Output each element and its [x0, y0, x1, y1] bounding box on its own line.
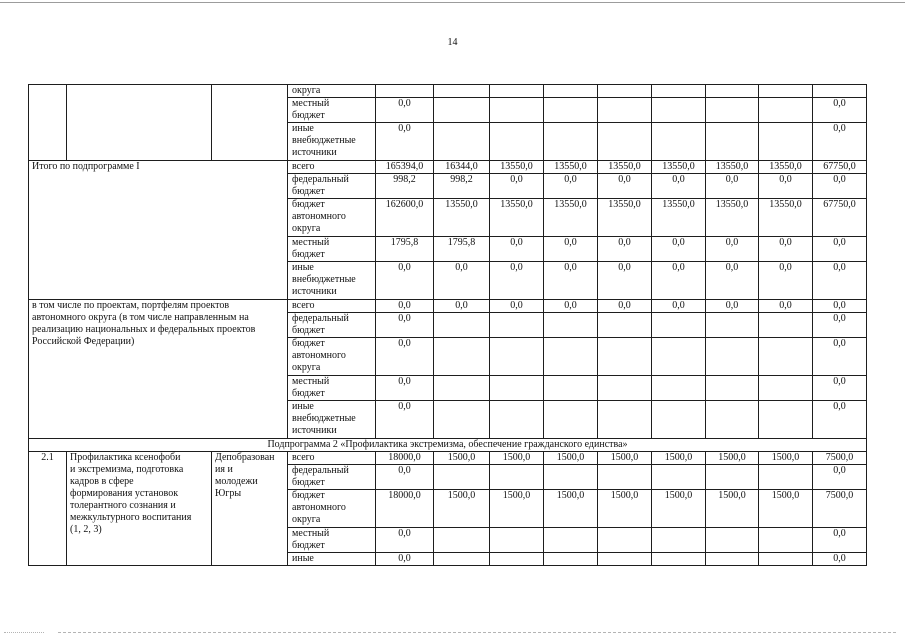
value-cell: 0,0 [544, 300, 598, 313]
value-cell: 1500,0 [598, 452, 652, 465]
value-cell: 0,0 [813, 237, 867, 262]
funding-source [288, 85, 376, 98]
item-name [67, 452, 212, 566]
funding-source [288, 161, 376, 174]
item-number [29, 452, 67, 566]
text-line: округа [292, 362, 321, 373]
value-cell: 0,0 [813, 465, 867, 490]
value-cell: 13550,0 [490, 161, 544, 174]
responsible-executor [212, 452, 288, 566]
value-cell: 0,0 [376, 338, 434, 376]
value-cell: 0,0 [759, 174, 813, 199]
text-line: и экстремизма, подготовка [70, 464, 184, 475]
value-cell [759, 376, 813, 401]
value-cell: 1500,0 [598, 490, 652, 528]
text-line: автономного [292, 502, 346, 513]
value-cell: 0,0 [490, 262, 544, 300]
value-cell: 0,0 [434, 300, 490, 313]
funding-source [288, 199, 376, 237]
value-cell: 13550,0 [706, 199, 759, 237]
value-cell [544, 553, 598, 566]
scan-edge-bottom [58, 632, 896, 633]
funding-source [288, 528, 376, 553]
value-cell [434, 85, 490, 98]
value-cell [544, 528, 598, 553]
value-cell [706, 98, 759, 123]
value-cell [434, 313, 490, 338]
value-cell [490, 313, 544, 338]
page-number: 14 [447, 37, 458, 48]
budget-table-body [29, 85, 867, 566]
value-cell: 13550,0 [759, 161, 813, 174]
funding-source [288, 262, 376, 300]
value-cell: 1500,0 [652, 452, 706, 465]
value-cell: 0,0 [813, 338, 867, 376]
table-row [29, 161, 867, 174]
subprogram-header-row [29, 439, 867, 452]
text-line: бюджет [292, 338, 325, 349]
value-cell: 0,0 [652, 300, 706, 313]
value-cell: 1500,0 [434, 490, 490, 528]
funding-source [288, 338, 376, 376]
value-cell [706, 338, 759, 376]
value-cell: 13550,0 [544, 161, 598, 174]
text-line: в том числе по проектам, портфелям проектов [32, 300, 230, 311]
subprogram-header: Подпрограмма 2 «Профилактика экстремизма, обеспечение гражданского единства» [29, 439, 867, 452]
value-cell [759, 313, 813, 338]
value-cell: 67750,0 [813, 161, 867, 174]
value-cell: 0,0 [759, 237, 813, 262]
value-cell [598, 123, 652, 161]
value-cell: 0,0 [376, 98, 434, 123]
value-cell [598, 553, 652, 566]
value-cell [759, 465, 813, 490]
value-cell: 1500,0 [706, 490, 759, 528]
value-cell: 0,0 [813, 376, 867, 401]
text-line: иные [292, 553, 314, 564]
text-line: округа [292, 514, 321, 525]
value-cell: 0,0 [490, 174, 544, 199]
funding-source [288, 300, 376, 313]
value-cell [759, 123, 813, 161]
value-cell: 1500,0 [652, 490, 706, 528]
value-cell: 16344,0 [434, 161, 490, 174]
value-cell: 0,0 [652, 174, 706, 199]
value-cell: 1500,0 [544, 490, 598, 528]
value-cell [490, 553, 544, 566]
value-cell: 0,0 [434, 262, 490, 300]
text-line: иные [292, 123, 314, 134]
value-cell [544, 376, 598, 401]
value-cell [544, 313, 598, 338]
value-cell: 0,0 [813, 98, 867, 123]
scan-edge-bottom-left [4, 632, 44, 633]
text-line: местный [292, 376, 330, 387]
text-line: Итого по подпрограмме I [32, 161, 140, 172]
value-cell [706, 465, 759, 490]
text-line: бюджет [292, 186, 325, 197]
value-cell: 0,0 [544, 237, 598, 262]
value-cell: 0,0 [706, 174, 759, 199]
text-line: 2.1 [41, 452, 54, 463]
value-cell [598, 313, 652, 338]
text-line: внебюджетные [292, 135, 356, 146]
value-cell: 0,0 [813, 123, 867, 161]
text-line: всего [292, 300, 315, 311]
value-cell [706, 376, 759, 401]
value-cell: 998,2 [376, 174, 434, 199]
value-cell [490, 123, 544, 161]
budget-table [28, 84, 867, 566]
value-cell [434, 123, 490, 161]
text-line: бюджет [292, 325, 325, 336]
value-cell: 0,0 [490, 237, 544, 262]
funding-source [288, 237, 376, 262]
value-cell [376, 85, 434, 98]
value-cell: 998,2 [434, 174, 490, 199]
item-number [29, 85, 67, 161]
text-line: внебюджетные [292, 413, 356, 424]
value-cell: 0,0 [376, 262, 434, 300]
text-line: иные [292, 262, 314, 273]
value-cell: 0,0 [376, 300, 434, 313]
value-cell [706, 401, 759, 439]
value-cell: 13550,0 [490, 199, 544, 237]
value-cell: 165394,0 [376, 161, 434, 174]
text-line: всего [292, 161, 315, 172]
value-cell: 0,0 [598, 300, 652, 313]
value-cell [813, 85, 867, 98]
value-cell [706, 85, 759, 98]
funding-source [288, 98, 376, 123]
funding-source [288, 553, 376, 566]
text-line: автономного округа (в том числе направленным на [32, 312, 249, 323]
value-cell: 13550,0 [598, 199, 652, 237]
value-cell [544, 98, 598, 123]
value-cell [490, 401, 544, 439]
value-cell: 1500,0 [434, 452, 490, 465]
text-line: бюджет [292, 249, 325, 260]
value-cell [652, 553, 706, 566]
value-cell [652, 338, 706, 376]
value-cell [652, 98, 706, 123]
value-cell [598, 528, 652, 553]
value-cell: 18000,0 [376, 490, 434, 528]
text-line: Профилактика ксенофоби [70, 452, 181, 463]
text-line: бюджет [292, 540, 325, 551]
value-cell: 0,0 [813, 401, 867, 439]
text-line: межкультурного воспитания [70, 512, 192, 523]
value-cell [652, 465, 706, 490]
value-cell [759, 553, 813, 566]
value-cell [706, 553, 759, 566]
value-cell: 13550,0 [544, 199, 598, 237]
value-cell: 162600,0 [376, 199, 434, 237]
value-cell [490, 98, 544, 123]
value-cell: 1500,0 [490, 490, 544, 528]
value-cell [652, 123, 706, 161]
text-line: бюджет [292, 388, 325, 399]
text-line: бюджет [292, 110, 325, 121]
text-line: иные [292, 401, 314, 412]
value-cell: 0,0 [376, 313, 434, 338]
text-line: молодежи [215, 476, 258, 487]
value-cell [706, 123, 759, 161]
value-cell: 0,0 [598, 237, 652, 262]
value-cell [434, 98, 490, 123]
value-cell: 13550,0 [706, 161, 759, 174]
value-cell [490, 376, 544, 401]
text-line: всего [292, 452, 315, 463]
value-cell: 0,0 [706, 262, 759, 300]
value-cell [652, 85, 706, 98]
value-cell: 0,0 [813, 262, 867, 300]
text-line: местный [292, 98, 330, 109]
text-line: автономного [292, 211, 346, 222]
value-cell: 1795,8 [376, 237, 434, 262]
value-cell [490, 528, 544, 553]
text-line: Югры [215, 488, 242, 499]
value-cell [598, 465, 652, 490]
text-line: источники [292, 286, 337, 297]
value-cell [759, 401, 813, 439]
responsible-executor [212, 85, 288, 161]
funding-source [288, 313, 376, 338]
value-cell: 1500,0 [759, 490, 813, 528]
value-cell: 0,0 [376, 553, 434, 566]
value-cell: 7500,0 [813, 490, 867, 528]
value-cell: 0,0 [759, 262, 813, 300]
scan-edge-top [0, 2, 905, 3]
text-line: бюджет [292, 490, 325, 501]
value-cell [544, 338, 598, 376]
value-cell: 1795,8 [434, 237, 490, 262]
text-line: округа [292, 223, 321, 234]
funding-source [288, 452, 376, 465]
value-cell: 0,0 [813, 174, 867, 199]
table-row [29, 452, 867, 465]
text-line: источники [292, 147, 337, 158]
text-line: реализацию национальных и федеральных проектов [32, 324, 256, 335]
value-cell: 67750,0 [813, 199, 867, 237]
value-cell: 18000,0 [376, 452, 434, 465]
value-cell: 0,0 [376, 465, 434, 490]
value-cell: 0,0 [706, 237, 759, 262]
value-cell: 1500,0 [490, 452, 544, 465]
value-cell: 0,0 [376, 376, 434, 401]
value-cell [434, 338, 490, 376]
item-name [67, 85, 212, 161]
value-cell [434, 401, 490, 439]
value-cell: 0,0 [652, 237, 706, 262]
value-cell: 0,0 [759, 300, 813, 313]
value-cell [544, 465, 598, 490]
value-cell [544, 85, 598, 98]
value-cell: 0,0 [813, 528, 867, 553]
value-cell: 0,0 [376, 528, 434, 553]
value-cell [598, 338, 652, 376]
value-cell: 0,0 [544, 174, 598, 199]
value-cell [652, 313, 706, 338]
value-cell: 1500,0 [706, 452, 759, 465]
value-cell [598, 401, 652, 439]
text-line: внебюджетные [292, 274, 356, 285]
value-cell [759, 528, 813, 553]
funding-source [288, 490, 376, 528]
value-cell [434, 553, 490, 566]
text-line: толерантного сознания и [70, 500, 176, 511]
value-cell: 0,0 [706, 300, 759, 313]
value-cell [759, 338, 813, 376]
value-cell [706, 313, 759, 338]
value-cell: 0,0 [813, 313, 867, 338]
funding-source [288, 123, 376, 161]
value-cell: 0,0 [544, 262, 598, 300]
value-cell: 1500,0 [759, 452, 813, 465]
value-cell: 13550,0 [652, 161, 706, 174]
value-cell [759, 85, 813, 98]
text-line: местный [292, 528, 330, 539]
value-cell [598, 376, 652, 401]
value-cell: 1500,0 [544, 452, 598, 465]
value-cell [434, 465, 490, 490]
value-cell [652, 376, 706, 401]
value-cell: 0,0 [598, 174, 652, 199]
text-line: (1, 2, 3) [70, 524, 102, 535]
text-line: Российской Федерации) [32, 336, 135, 347]
value-cell [490, 465, 544, 490]
text-line: формирования установок [70, 488, 179, 499]
text-line: источники [292, 425, 337, 436]
funding-source [288, 376, 376, 401]
text-line: ия и [215, 464, 233, 475]
value-cell: 0,0 [490, 300, 544, 313]
row-group-label [29, 300, 288, 439]
value-cell: 13550,0 [434, 199, 490, 237]
value-cell [598, 98, 652, 123]
funding-source [288, 174, 376, 199]
text-line: федеральный [292, 465, 349, 476]
text-line: федеральный [292, 174, 349, 185]
value-cell [434, 376, 490, 401]
value-cell [434, 528, 490, 553]
text-line: бюджет [292, 477, 325, 488]
text-line: федеральный [292, 313, 349, 324]
text-line: кадров в сфере [70, 476, 134, 487]
value-cell [706, 528, 759, 553]
value-cell: 7500,0 [813, 452, 867, 465]
row-group-label [29, 161, 288, 300]
value-cell [759, 98, 813, 123]
value-cell: 0,0 [652, 262, 706, 300]
text-line: местный [292, 237, 330, 248]
value-cell [652, 528, 706, 553]
value-cell: 0,0 [813, 553, 867, 566]
value-cell [652, 401, 706, 439]
value-cell [544, 401, 598, 439]
value-cell [598, 85, 652, 98]
value-cell: 0,0 [376, 123, 434, 161]
text-line: бюджет [292, 199, 325, 210]
text-line: округа [292, 85, 321, 96]
funding-source [288, 465, 376, 490]
value-cell: 13550,0 [652, 199, 706, 237]
value-cell: 0,0 [813, 300, 867, 313]
value-cell: 0,0 [376, 401, 434, 439]
text-line: автономного [292, 350, 346, 361]
value-cell: 13550,0 [598, 161, 652, 174]
value-cell [544, 123, 598, 161]
value-cell: 0,0 [598, 262, 652, 300]
value-cell [490, 338, 544, 376]
table-row [29, 300, 867, 313]
funding-source [288, 401, 376, 439]
value-cell [490, 85, 544, 98]
table-row [29, 85, 867, 98]
text-line: Депобразован [215, 452, 275, 463]
value-cell: 13550,0 [759, 199, 813, 237]
